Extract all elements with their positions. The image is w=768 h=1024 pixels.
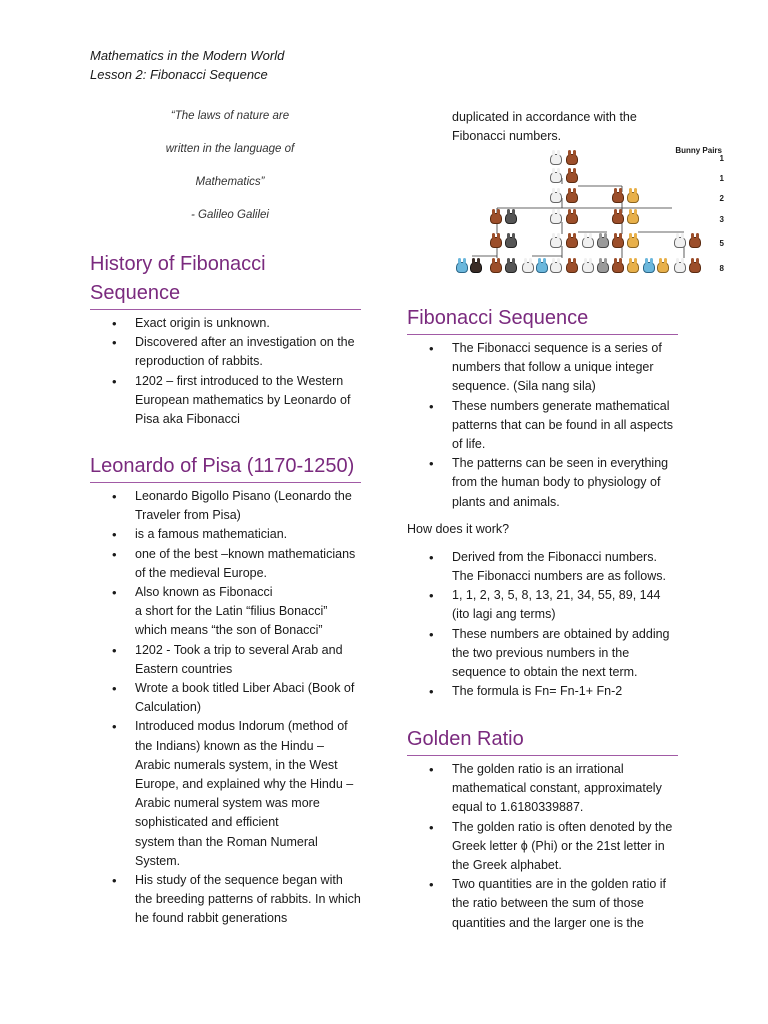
bunny-icon xyxy=(566,237,578,248)
bunny-icon xyxy=(627,262,639,273)
list-item: • The golden ratio is often denoted by the Greek letter ϕ (Phi) or the 21st letter in the Greek alphabet. xyxy=(407,818,678,876)
fibonacci-sequence-section xyxy=(407,304,678,701)
bunny-icon xyxy=(612,262,624,273)
bunny-icon xyxy=(490,213,502,224)
bunny-icon xyxy=(456,262,468,273)
bunny-icon xyxy=(566,154,578,165)
quote-line: Mathematics” xyxy=(195,176,265,188)
quote-line: “The laws of nature are xyxy=(170,110,290,122)
pair-count: 1 xyxy=(719,154,724,163)
history-section xyxy=(90,250,361,429)
list-item: • These numbers are obtained by adding the two previous numbers in the sequence to obtain the next term. xyxy=(407,625,678,683)
list-item: • The Fibonacci sequence is a series of numbers that follow a unique integer sequence. (Sila nang sila) xyxy=(407,339,678,397)
list-item: • 1202 – first introduced to the Western European mathematics by Leonardo of Pisa aka Fibonacci xyxy=(90,372,361,430)
pair-count: 3 xyxy=(719,215,724,224)
lesson-title: Lesson 2: Fibonacci Sequence xyxy=(90,67,268,82)
bunny-icon xyxy=(550,262,562,273)
bunny-icon xyxy=(612,213,624,224)
bunny-icon xyxy=(470,262,482,273)
bunny-icon xyxy=(505,262,517,273)
history-heading: History of Fibonacci Sequence xyxy=(90,250,361,310)
quote-attribution: - Galileo Galilei xyxy=(191,209,269,221)
pair-count: 8 xyxy=(719,264,724,273)
bunny-icon xyxy=(566,172,578,183)
pair-count: 2 xyxy=(719,194,724,203)
bunny-icon xyxy=(627,213,639,224)
galileo-quote xyxy=(130,108,330,240)
golden-ratio-heading: Golden Ratio xyxy=(407,725,678,756)
bunny-icon xyxy=(689,262,701,273)
bunny-icon xyxy=(566,192,578,203)
bunny-icon xyxy=(627,237,639,248)
bunny-icon xyxy=(550,213,562,224)
list-item: • 1, 1, 2, 3, 5, 8, 13, 21, 34, 55, 89, 144 (ito lagi ang terms) xyxy=(407,586,678,624)
bunny-icon xyxy=(582,237,594,248)
how-it-works-list xyxy=(407,548,678,702)
bunny-icon xyxy=(536,262,548,273)
list-item: • The golden ratio is an irrational mathematical constant, approximately equal to 1.6180339887. xyxy=(407,760,678,818)
pair-count: 1 xyxy=(719,174,724,183)
golden-ratio-section xyxy=(407,725,678,933)
course-title: Mathematics in the Modern World xyxy=(90,48,285,63)
bunny-icon xyxy=(566,262,578,273)
bunny-icon xyxy=(522,262,534,273)
bunny-icon xyxy=(643,262,655,273)
list-item: • Two quantities are in the golden ratio if the ratio between the sum of those quantities and the larger one is the xyxy=(407,875,678,933)
bunny-icon xyxy=(550,154,562,165)
fibonacci-sequence-list xyxy=(407,339,678,512)
list-item: • one of the best –known mathematicians of the medieval Europe. xyxy=(90,545,361,583)
list-item: • Also known as Fibonacci a short for the Latin “filius Bonacci” which means “the son of Bonacci” xyxy=(90,583,361,641)
bunny-icon xyxy=(597,262,609,273)
bunny-icon xyxy=(566,213,578,224)
bunny-icon xyxy=(657,262,669,273)
bunny-icon xyxy=(612,237,624,248)
leonardo-section xyxy=(90,452,361,929)
list-item: • Discovered after an investigation on the reproduction of rabbits. xyxy=(90,333,361,371)
list-item: • The formula is Fn= Fn-1+ Fn-2 xyxy=(407,682,678,701)
bunny-pairs-diagram xyxy=(452,146,724,276)
bunny-icon xyxy=(505,213,517,224)
bunny-icon xyxy=(612,192,624,203)
history-list xyxy=(90,314,361,429)
bunny-icon xyxy=(582,262,594,273)
bunny-icon xyxy=(550,192,562,203)
fibonacci-sequence-heading: Fibonacci Sequence xyxy=(407,304,678,335)
bunny-icon xyxy=(674,262,686,273)
list-item: • Derived from the Fibonacci numbers. The Fibonacci numbers are as follows. xyxy=(407,548,678,586)
bunny-icon xyxy=(550,172,562,183)
quote-line: written in the language of xyxy=(165,143,295,155)
list-item: • These numbers generate mathematical patterns that can be found in all aspects of life. xyxy=(407,397,678,455)
list-item: • Wrote a book titled Liber Abaci (Book of Calculation) xyxy=(90,679,361,717)
list-item: • The patterns can be seen in everything from the human body to physiology of plants and animals. xyxy=(407,454,678,512)
pair-count: 5 xyxy=(719,239,724,248)
document-header xyxy=(90,46,284,84)
list-item: • is a famous mathematician. xyxy=(90,525,361,544)
list-item: • His study of the sequence began with the breeding patterns of rabbits. In which he found rabbit generations xyxy=(90,871,361,929)
bunny-icon xyxy=(550,237,562,248)
continued-paragraph: duplicated in accordance with the Fibonacci numbers. xyxy=(452,110,637,143)
bunny-icon xyxy=(490,237,502,248)
bunny-icon xyxy=(597,237,609,248)
bunny-icon xyxy=(689,237,701,248)
list-item: • Leonardo Bigollo Pisano (Leonardo the Traveler from Pisa) xyxy=(90,487,361,525)
leonardo-list xyxy=(90,487,361,929)
list-item: • 1202 - Took a trip to several Arab and Eastern countries xyxy=(90,641,361,679)
bunny-icon xyxy=(505,237,517,248)
bunny-icon xyxy=(674,237,686,248)
diagram-title: Bunny Pairs xyxy=(675,146,722,155)
leonardo-heading: Leonardo of Pisa (1170-1250) xyxy=(90,452,361,483)
how-does-it-work-label: How does it work? xyxy=(407,521,510,536)
bunny-icon xyxy=(490,262,502,273)
list-item: • Exact origin is unknown. xyxy=(90,314,361,333)
list-item: • Introduced modus Indorum (method of the Indians) known as the Hindu – Arabic numerals system, in the West Europe, and explained why the Hindu – Arabic numeral system was more sophisticated and efficient system than the Roman Numeral System. xyxy=(90,717,361,871)
bunny-icon xyxy=(627,192,639,203)
golden-ratio-list xyxy=(407,760,678,933)
